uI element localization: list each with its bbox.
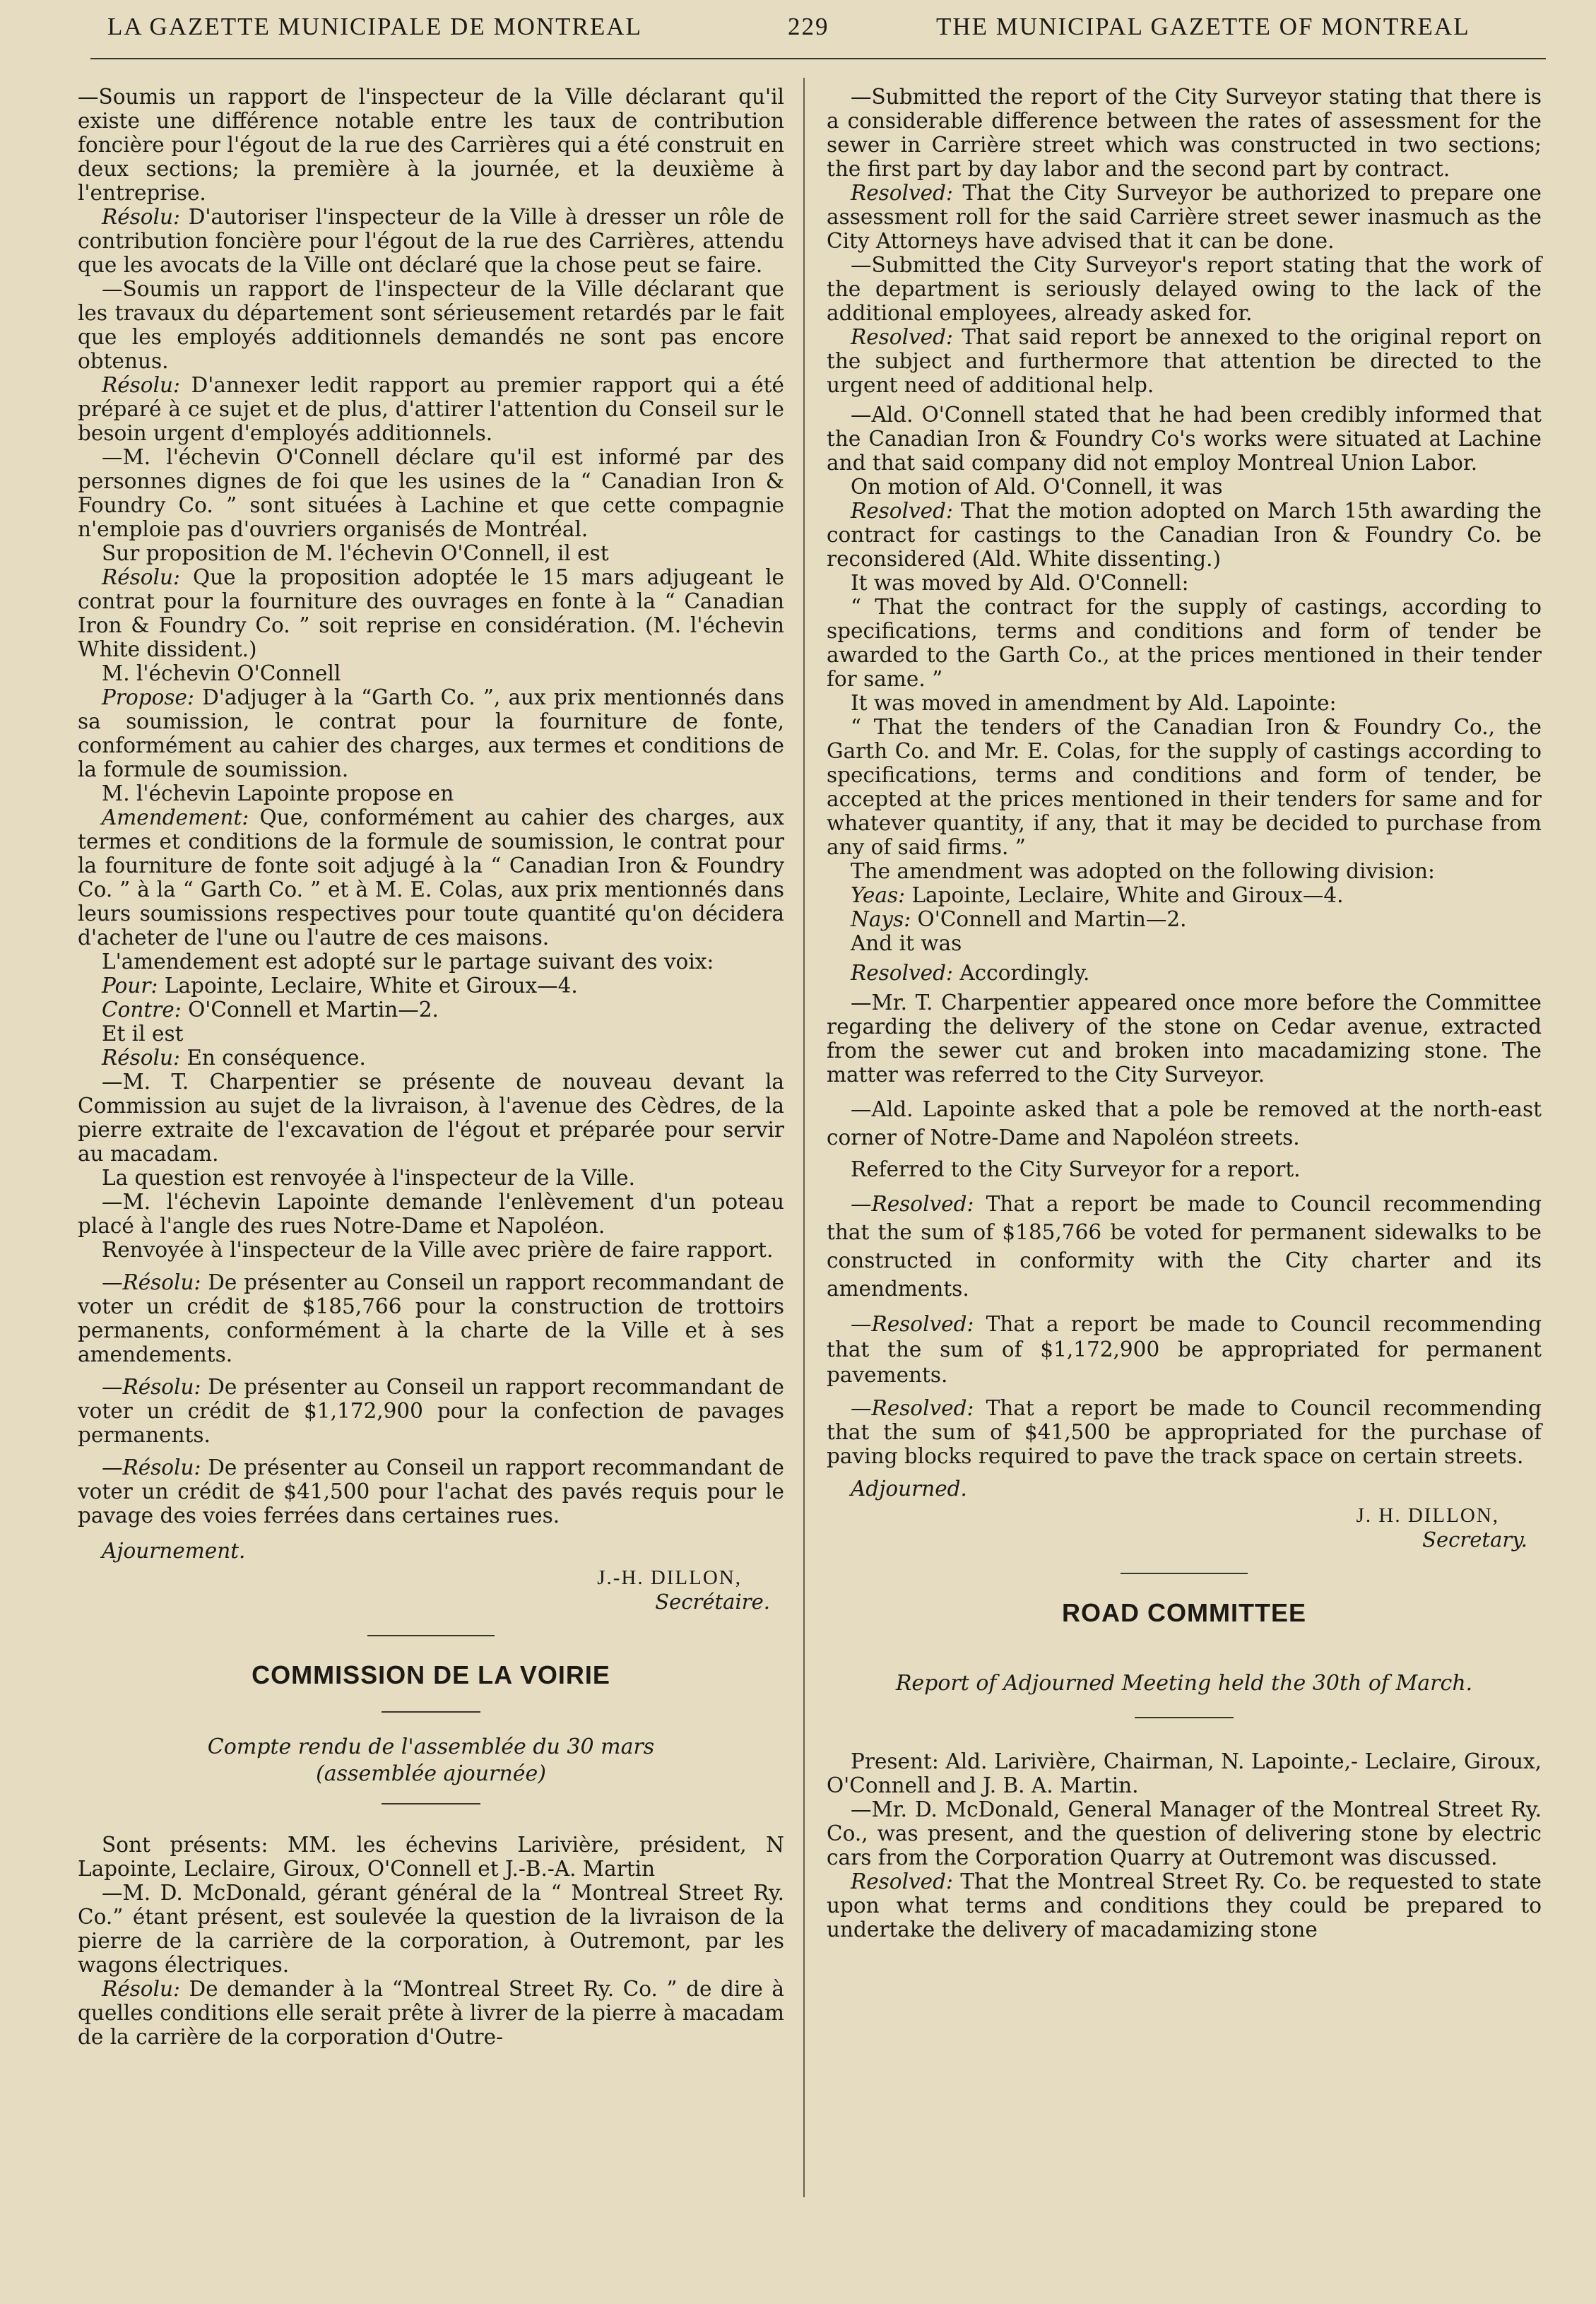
signature-title: Secretary. bbox=[1422, 1528, 1527, 1552]
paragraph: —Resolved: That a report be made to Council recommending that the sum of $41,500 be appropriated for the purchase of paving blocks required to pave the track space on certain streets. bbox=[827, 1396, 1542, 1468]
paragraph: Résolu: D'annexer ledit rapport au premier rapport qui a été préparé à ce sujet et de plus, d'attirer l'attention du Conseil sur le besoin urgent d'employés additionnels. bbox=[78, 373, 784, 445]
section-title: COMMISSION DE LA VOIRIE bbox=[252, 1660, 610, 1689]
paragraph: La question est renvoyée à l'inspecteur de la Ville. bbox=[102, 1166, 636, 1190]
english-road-committee-body bbox=[827, 1749, 1542, 1942]
paragraph: Nays: O'Connell and Martin—2. bbox=[851, 907, 1187, 931]
column-divider bbox=[803, 78, 805, 2197]
paragraph: Resolved: That said report be annexed to the original report on the subject and furthermore that attention be directed to the urgent need of additional help. bbox=[827, 325, 1542, 397]
section-subtitle: Report of Adjourned Meeting held the 30th of March. bbox=[895, 1671, 1473, 1696]
paragraph: —M. l'échevin Lapointe demande l'enlèvement d'un poteau placé à l'angle des rues Notre-Dame et Napoléon. bbox=[78, 1190, 784, 1238]
paragraph: Pour: Lapointe, Leclaire, White et Giroux—4. bbox=[102, 974, 578, 998]
paragraph: Sont présents: MM. les échevins Larivière, président, N Lapointe, Leclaire, Giroux, O'Connell et J.-B.-A. Martin bbox=[78, 1833, 784, 1881]
signature-title: Secrétaire. bbox=[655, 1590, 770, 1614]
paragraph: M. l'échevin O'Connell bbox=[102, 661, 341, 685]
paragraph: —Mr. T. Charpentier appeared once more before the Committee regarding the delivery of the stone on Cedar avenue, extracted from the sewer cut and broken into macadamizing stone. The matter was referred to the City Surveyor. bbox=[827, 991, 1542, 1087]
subtitle-rule bbox=[1135, 1717, 1234, 1718]
english-column bbox=[827, 85, 1542, 1942]
paragraph: Et il est bbox=[102, 1022, 184, 1046]
paragraph: —Submitted the City Surveyor's report stating that the work of the department is seriously delayed owing to the lack of the additional employees, already asked for. bbox=[827, 253, 1542, 325]
section-title: ROAD COMMITTEE bbox=[1062, 1598, 1306, 1627]
french-road-committee-body bbox=[78, 1833, 784, 2049]
paragraph: —M. D. McDonald, gérant général de la “ Montreal Street Ry. Co.” étant présent, est soulevée la question de la livraison de la pierre de la carrière de la corporation, à Outremont, par les wagons électriques. bbox=[78, 1881, 784, 1977]
section-separator-rule bbox=[1121, 1573, 1248, 1574]
title-underline-rule bbox=[382, 1711, 480, 1713]
paragraph: L'amendement est adopté sur le partage suivant des voix: bbox=[102, 950, 714, 974]
section-subtitle: Compte rendu de l'assemblée du 30 mars bbox=[207, 1735, 655, 1759]
paragraph: —M. l'échevin O'Connell déclare qu'il est informé par des personnes dignes de foi que les usines de la “ Canadian Iron & Foundry Co. ” sont situées à Lachine et que cette compagnie n'emploie pas d'ouvriers organisés de Montréal. bbox=[78, 445, 784, 541]
paragraph: Resolved: That the Montreal Street Ry. Co. be requested to state upon what terms and conditions they could be prepared to undertake the delivery of macadamizing stone bbox=[827, 1869, 1542, 1942]
signature-name: J.-H. DILLON, bbox=[597, 1566, 742, 1589]
paragraph: Resolved: That the motion adopted on March 15th awarding the contract for castings to the Canadian Iron & Foundry Co. be reconsidered (Ald. White dissenting.) bbox=[827, 499, 1542, 571]
paragraph: Present: Ald. Larivière, Chairman, N. Lapointe,- Leclaire, Giroux, O'Connell and J. B. A. Martin. bbox=[827, 1749, 1542, 1797]
english-minutes-body bbox=[827, 85, 1542, 1468]
paragraph: Yeas: Lapointe, Leclaire, White and Giroux—4. bbox=[851, 883, 1344, 907]
section-subtitle-note: (assemblée ajournée) bbox=[316, 1761, 546, 1786]
adjourned-note: Adjourned. bbox=[851, 1477, 967, 1501]
header-rule bbox=[90, 58, 1546, 59]
paragraph: Sur proposition de M. l'échevin O'Connell, il est bbox=[102, 541, 609, 565]
paragraph: Résolu: En conséquence. bbox=[102, 1046, 366, 1070]
paragraph: Renvoyée à l'inspecteur de la Ville avec prière de faire rapport. bbox=[102, 1238, 774, 1262]
paragraph: —M. T. Charpentier se présente de nouveau devant la Commission au sujet de la livraison, à l'avenue des Cèdres, de la pierre extraite de l'excavation de l'égout et préparée pour servir au macadam. bbox=[78, 1070, 784, 1166]
french-column bbox=[78, 85, 784, 2049]
paragraph: It was moved by Ald. O'Connell: bbox=[851, 571, 1189, 595]
paragraph: M. l'échevin Lapointe propose en bbox=[102, 781, 454, 805]
paragraph: On motion of Ald. O'Connell, it was bbox=[851, 475, 1223, 499]
paragraph: Résolu: Que la proposition adoptée le 15 mars adjugeant le contrat pour la fourniture des ouvrages en fonte à la “ Canadian Iron & Foundry Co. ” soit reprise en considération. (M. l'échevin White dissident.) bbox=[78, 565, 784, 661]
paragraph: —Résolu: De présenter au Conseil un rapport recommandant de voter un crédit de $41,500 pour l'achat des pavés requis pour le pavage des voies ferrées dans certaines rues. bbox=[78, 1455, 784, 1528]
signature-name: J. H. DILLON, bbox=[1356, 1504, 1499, 1527]
running-header-french: LA GAZETTE MUNICIPALE DE MONTREAL bbox=[107, 13, 642, 40]
section-separator-rule bbox=[367, 1635, 495, 1636]
paragraph: Resolved: That the City Surveyor be authorized to prepare one assessment roll for the said Carrière street sewer inasmuch as the City Attorneys have advised that it can be done. bbox=[827, 181, 1542, 253]
paragraph: And it was bbox=[851, 931, 962, 955]
paragraph: —Mr. D. McDonald, General Manager of the Montreal Street Ry. Co., was present, and the question of delivering stone by electric cars from the Corporation Quarry at Outremont was discussed. bbox=[827, 1797, 1542, 1869]
paragraph: —Ald. Lapointe asked that a pole be removed at the north-east corner of Notre-Dame and Napoléon streets. bbox=[827, 1097, 1542, 1150]
paragraph: —Résolu: De présenter au Conseil un rapport recommandant de voter un crédit de $185,766 pour la construction de trottoirs permanents, conformément à la charte de la Ville et à ses amendements. bbox=[78, 1270, 784, 1366]
subtitle-rule bbox=[382, 1803, 480, 1804]
paragraph: Resolved: Accordingly. bbox=[851, 961, 1090, 985]
paragraph: —Soumis un rapport de l'inspecteur de la Ville déclarant que les travaux du département sont sérieusement retardés par le fait que les employés additionnels demandés ne sont pas encore obtenus. bbox=[78, 277, 784, 373]
paragraph: “ That the tenders of the Canadian Iron & Foundry Co., the Garth Co. and Mr. E. Colas, for the supply of castings according to specifications, terms and conditions and form of tender, be accepted at the prices mentioned in their tenders for same and for whatever quantity, if any, that it may be decided to purchase from any of said firms. ” bbox=[827, 715, 1542, 859]
french-minutes-body bbox=[78, 85, 784, 1528]
paragraph: Propose: D'adjuger à la “Garth Co. ”, aux prix mentionnés dans sa soumission, le contrat pour la fourniture de fonte, conformément au cahier des charges, aux termes et conditions de la formule de soumission. bbox=[78, 685, 784, 781]
paragraph: Résolu: De demander à la “Montreal Street Ry. Co. ” de dire à quelles conditions elle serait prête à livrer de la pierre à macadam de la carrière de la corporation d'Outre- bbox=[78, 1977, 784, 2049]
adjourned-note: Ajournement. bbox=[102, 1539, 246, 1563]
paragraph: —Ald. O'Connell stated that he had been credibly informed that the Canadian Iron & Foundry Co's works were situated at Lachine and that said company did not employ Montreal Union Labor. bbox=[827, 403, 1542, 475]
paragraph: Résolu: D'autoriser l'inspecteur de la Ville à dresser un rôle de contribution foncière pour l'égout de la rue des Carrières, attendu que les avocats de la Ville ont déclaré que la chose peut se faire. bbox=[78, 205, 784, 277]
paragraph: It was moved in amendment by Ald. Lapointe: bbox=[851, 691, 1337, 715]
paragraph: —Soumis un rapport de l'inspecteur de la Ville déclarant qu'il existe une différence notable entre les taux de contribution foncière pour l'égout de la rue des Carrières qui a été construit en deux sections; la première à la journée, et la deuxième à l'entreprise. bbox=[78, 85, 784, 205]
paragraph: —Resolved: That a report be made to Council recommending that the sum of $1,172,900 be appropriated for permanent pavements. bbox=[827, 1312, 1542, 1387]
paragraph: —Résolu: De présenter au Conseil un rapport recommandant de voter un crédit de $1,172,900 pour la confection de pavages permanents. bbox=[78, 1375, 784, 1447]
paragraph: Referred to the City Surveyor for a report. bbox=[851, 1157, 1301, 1181]
paragraph: Contre: O'Connell et Martin—2. bbox=[102, 998, 439, 1022]
paragraph: —Submitted the report of the City Surveyor stating that there is a considerable difference between the rates of assessment for the sewer in Carrière street which was constructed in two sections; the first part by day labor and the second part by contract. bbox=[827, 85, 1542, 181]
paragraph: The amendment was adopted on the following division: bbox=[851, 859, 1435, 883]
paragraph: Amendement: Que, conformément au cahier des charges, aux termes et conditions de la formule de soumission, le contrat pour la fourniture de fonte soit adjugé à la “ Canadian Iron & Foundry Co. ” à la “ Garth Co. ” et à M. E. Colas, aux prix mentionnés dans leurs soumissions respectives pour toute quantité qu'on décidera d'acheter de l'une ou l'autre de ces maisons. bbox=[78, 805, 784, 950]
paragraph: —Resolved: That a report be made to Council recommending that the sum of $185,766 be voted for permanent sidewalks to be constructed in conformity with the City charter and its amendments. bbox=[827, 1192, 1542, 1301]
paragraph: “ That the contract for the supply of castings, according to specifications, terms and conditions and form of tender be awarded to the Garth Co., at the prices mentioned in their tender for same. ” bbox=[827, 595, 1542, 691]
page-number: 229 bbox=[788, 13, 829, 40]
running-header-english: THE MUNICIPAL GAZETTE OF MONTREAL bbox=[936, 13, 1470, 40]
